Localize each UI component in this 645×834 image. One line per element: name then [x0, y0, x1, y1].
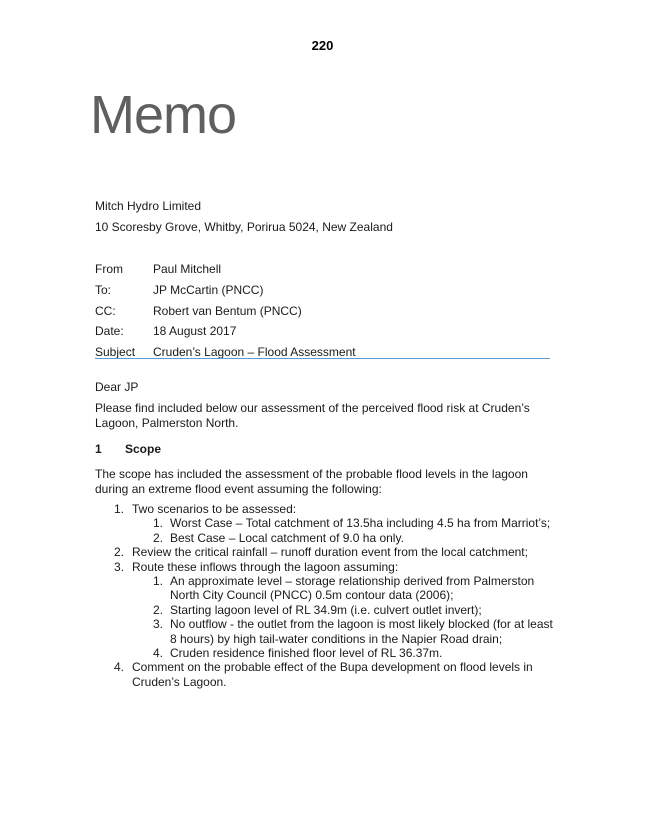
salutation: Dear JP — [95, 380, 139, 394]
list-subitem-text: Worst Case – Total catchment of 13.5ha including 4.5 ha from Marriot’s; — [170, 516, 551, 530]
list-item-number: 4. — [113, 660, 124, 674]
field-label-to: To: — [95, 283, 112, 297]
field-value-subject: Cruden’s Lagoon – Flood Assessment — [153, 345, 356, 359]
intro-paragraph: Please find included below our assessment of the perceived flood risk at Cruden’s Lagoon, Palmerston North. — [95, 401, 530, 430]
page-number: 220 — [311, 38, 334, 53]
field-value-date: 18 August 2017 — [153, 324, 237, 338]
list-subitem-text: An approximate level – storage relationship derived from Palmerston — [170, 574, 535, 588]
section-title: Scope — [125, 442, 162, 456]
list-item-text: Comment on the probable effect of the Bupa development on flood levels in — [132, 660, 533, 674]
list-subitem-text: North City Council (PNCC) 0.5m contour data (2006); — [170, 588, 454, 602]
list-subitem-text: Cruden residence finished floor level of RL 36.37m. — [170, 646, 443, 660]
list-item-number: 2. — [113, 545, 124, 559]
list-subitem-number: 4. — [152, 646, 163, 660]
list-subitem-number: 2. — [152, 603, 163, 617]
list-subitem-number: 1. — [152, 574, 163, 588]
field-value-from: Paul Mitchell — [153, 262, 222, 276]
memo-title: Memo — [90, 85, 237, 145]
company-name: Mitch Hydro Limited — [95, 199, 202, 213]
scope-paragraph: The scope has included the assessment of the probable flood levels in the lagoon during an extreme flood event assuming the following: — [95, 467, 528, 496]
list-subitem-text: Starting lagoon level of RL 34.9m (i.e. culvert outlet invert); — [170, 603, 482, 617]
list-item-text: Cruden’s Lagoon. — [132, 675, 227, 689]
list-item-text: Route these inflows through the lagoon assuming: — [132, 560, 399, 574]
field-label-subject: Subject — [95, 345, 136, 359]
company-address: 10 Scoresby Grove, Whitby, Porirua 5024, New Zealand — [95, 220, 393, 234]
list-subitem-number: 1. — [152, 516, 163, 530]
section-number: 1 — [95, 442, 102, 456]
field-label-from: From — [95, 262, 123, 276]
list-item-text: Two scenarios to be assessed: — [132, 502, 297, 516]
list-subitem-text: No outflow - the outlet from the lagoon is most likely blocked (for at least — [170, 617, 553, 631]
list-item-number: 3. — [113, 560, 124, 574]
list-subitem-text: 8 hours) by high tail-water conditions in the Napier Road drain; — [170, 632, 503, 646]
list-subitem-text: Best Case – Local catchment of 9.0 ha only. — [170, 531, 404, 545]
list-subitem-number: 2. — [152, 531, 163, 545]
list-item-number: 1. — [113, 502, 124, 516]
field-value-cc: Robert van Bentum (PNCC) — [153, 304, 302, 318]
list-item-text: Review the critical rainfall – runoff duration event from the local catchment; — [132, 545, 528, 559]
field-label-cc: CC: — [95, 304, 116, 318]
list-subitem-number: 3. — [152, 617, 163, 631]
field-value-to: JP McCartin (PNCC) — [153, 283, 264, 297]
field-label-date: Date: — [95, 324, 124, 338]
subject-underline — [95, 358, 550, 359]
